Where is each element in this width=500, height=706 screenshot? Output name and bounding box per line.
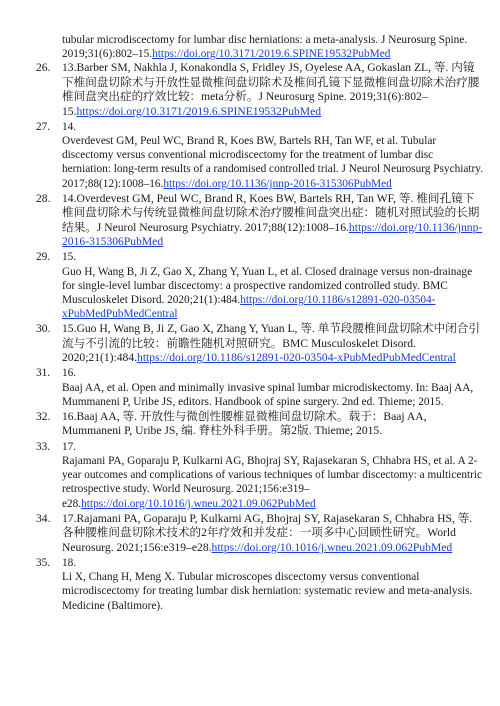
reference-number: 33.	[36, 440, 51, 453]
reference-number: 28.	[36, 191, 51, 205]
reference-number: 32.	[36, 409, 51, 423]
doi-link[interactable]: https://doi.org/10.1186/s12891-020-03504-xPubMedPubMedCentral	[62, 294, 436, 321]
reference-item	[0, 250, 500, 321]
reference-text: 15. Guo H, Wang B, Ji Z, Gao X, Zhang Y, Yuan L, et al. Closed drainage versus non-drainage for single-level lumbar discectomy: a prospective randomized controlled study. BMC Musculoskelet Disord. 2020;21(1):484.	[62, 251, 473, 307]
doi-link[interactable]: https://doi.org/10.1186/s12891-020-03504-xPubMedPubMedCentral	[137, 351, 456, 365]
reference-number: 29.	[36, 251, 51, 264]
reference-text: 16.Baaj AA, 等. 开放性与微创性腰椎显微椎间盘切除术。载于：Baaj AA, Mummaneni P, Uribe JS, 编. 脊柱外科手册。第2版. Thieme; 2015.	[62, 409, 427, 438]
reference-number: 30.	[36, 322, 51, 336]
reference-text: 17.Rajamani PA, Goparaju P, Kulkarni AG, Bhojraj SY, Rajasekaran S, Chhabra HS, 等. 各种腰椎间盘切除术技术的2年疗效和并发症：一项多中心回顾性研究。World Neurosurg. 2021;156:e319–e28.	[62, 511, 473, 554]
reference-continuation-text: tubular microdiscectomy for lumbar disc herniations: a meta-analysis. J Neurosurg Spine. 2019;31(6):802–15.	[62, 34, 468, 61]
reference-text: 16. Baaj AA, et al. Open and minimally invasive spinal lumbar microdiskectomy. In: Baaj AA, Mummaneni P, Uribe JS, editors. Handbook of spine surgery. 2nd ed. Thieme; 2015.	[62, 367, 474, 409]
reference-text: 18. Li X, Chang H, Meng X. Tubular microscopes discectomy versus conventional microdiscectomy for treating lumbar disk herniation: systematic review and meta-analysis. Medicine (Baltimore).	[62, 556, 473, 612]
doi-link[interactable]: https://doi.org/10.1016/j.wneu.2021.09.062PubMed	[211, 540, 453, 554]
doi-link[interactable]: https://doi.org/10.3171/2019.6.SPINE19532PubMed	[152, 48, 391, 61]
reference-number: 31.	[36, 367, 51, 380]
reference-item	[0, 366, 500, 409]
reference-item	[0, 120, 500, 191]
doi-link[interactable]: https://doi.org/10.1136/jnnp-2016-315306PubMed	[62, 220, 483, 249]
doi-link[interactable]: https://doi.org/10.1136/jnnp-2016-315306PubMed	[163, 177, 392, 190]
reference-number: 34.	[36, 511, 51, 525]
reference-number: 27.	[36, 120, 51, 133]
reference-item	[0, 440, 500, 511]
reference-text: 17. Rajamani PA, Goparaju P, Kulkarni AG, Bhojraj SY, Rajasekaran S, Chhabra HS, et al. A 2-year outcomes and complications of various techniques of lumbar discectomy: a multicentric retrospective study. World Neurosurg. 2021;156:e319–e28.	[62, 440, 483, 510]
reference-item	[0, 512, 500, 556]
reference-list	[0, 61, 500, 613]
reference-text: 14. Overdevest GM, Peul WC, Brand R, Koes BW, Bartels RH, Tan WF, et al. Tubular discectomy versus conventional microdiscectomy for the treatment of lumbar disc herniation: long-term results of a randomised controlled trial. J Neurol Neurosurg Psychiatry. 2017;88(12):1008–16.	[62, 120, 484, 190]
reference-number: 26.	[36, 61, 51, 74]
reference-number: 35.	[36, 556, 51, 569]
doi-link[interactable]: https://doi.org/10.1016/j.wneu.2021.09.062PubMed	[81, 497, 316, 510]
reference-item	[0, 410, 500, 439]
reference-text: 14.Overdevest GM, Peul WC, Brand R, Koes BW, Bartels RH, Tan WF, 等. 椎间孔镜下椎间盘切除术与传统显微椎间盘切除术治疗腰椎间盘突出症：随机对照试验的长期结果。J Neurol Neurosurg Psychiatry. 2017;88(12):1008–16.	[62, 191, 480, 234]
reference-item	[0, 322, 500, 366]
reference-item	[0, 192, 500, 250]
reference-item	[0, 556, 500, 613]
doi-link[interactable]: https://doi.org/10.3171/2019.6.SPINE19532PubMed	[76, 104, 322, 118]
reference-continuation	[62, 33, 482, 61]
reference-text: 13.Barber SM, Nakhla J, Konakondla S, Fridley JS, Oyelese AA, Gokaslan ZL, 等. 内镜下椎间盘切除术与开放性显微椎间盘切除术及椎间孔镜下显微椎间盘切除术治疗腰椎间盘突出症的疗效比较：meta分析。J Neurosurg Spine. 2019;31(6):802–15.	[62, 61, 480, 118]
reference-item	[0, 61, 500, 119]
reference-text: 15.Guo H, Wang B, Ji Z, Gao X, Zhang Y, Yuan L, 等. 单节段腰椎间盘切除术中闭合引流与不引流的比较：前瞻性随机对照研究。BMC Musculoskelet Disord. 2020;21(1):484.	[62, 322, 481, 365]
